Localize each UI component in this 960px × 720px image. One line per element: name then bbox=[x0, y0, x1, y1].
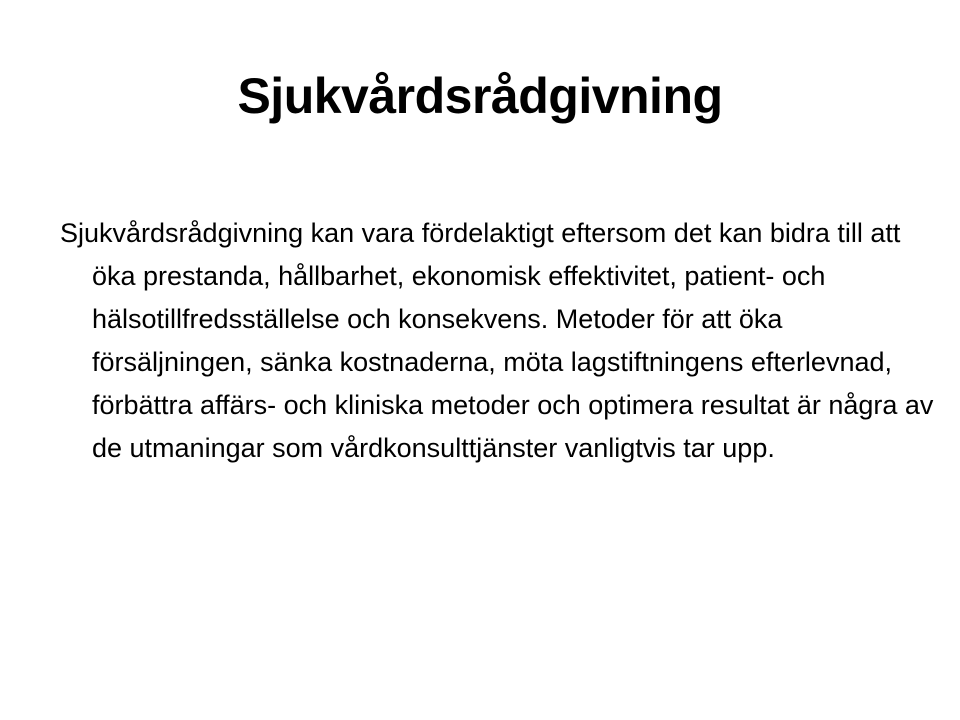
slide-body-paragraph: Sjukvårdsrådgivning kan vara fördelaktigt eftersom det kan bidra till att öka prestanda, hållbarhet, ekonomisk effektivitet, patient- och hälsotillfredsställelse och konsekvens. Metoder för att öka försäljningen, sänka kostnaderna, möta lagstiftningens efterlevnad, förbättra affärs- och kliniska metoder och optimera resultat är några av de utmaningar som vårdkonsulttjänster vanligtvis tar upp. bbox=[60, 218, 934, 463]
slide-title: Sjukvårdsrådgivning bbox=[237, 68, 723, 124]
